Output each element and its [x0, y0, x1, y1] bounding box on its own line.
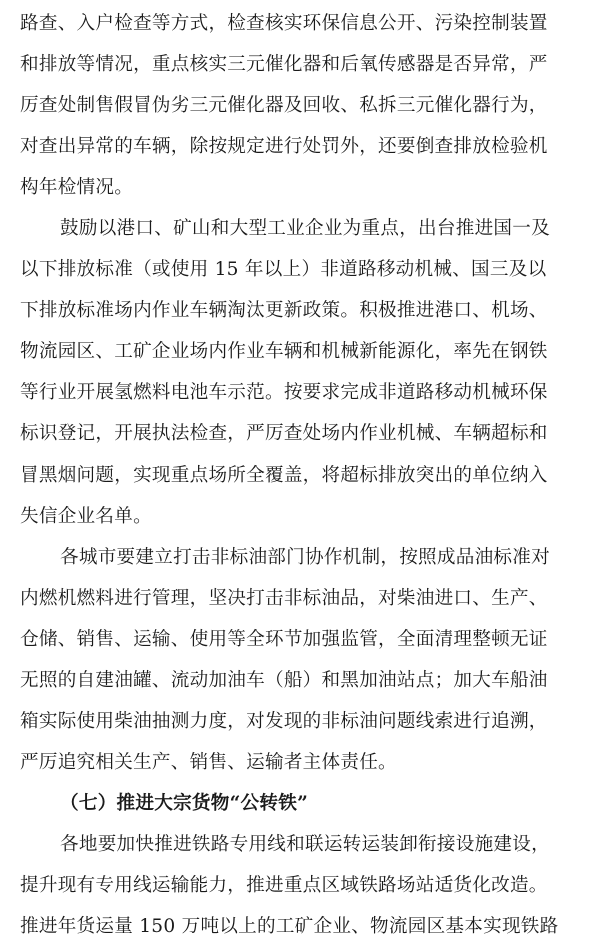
- paragraph-1-line-2: 和排放等情况，重点核实三元催化器和后氧传感器是否异常，严: [20, 54, 548, 75]
- paragraph-3-line-5: 箱实际使用柴油抽测力度，对发现的非标油问题线索进行追溯，: [20, 711, 548, 732]
- paragraph-2-line-3: 下排放标准场内作业车辆淘汰更新政策。积极推进港口、机场、: [20, 300, 548, 321]
- section-heading: （七）推进大宗货物“公转铁”: [60, 793, 309, 814]
- paragraph-2-line-2: 以下排放标准（或使用 15 年以上）非道路移动机械、国三及以: [20, 259, 547, 280]
- paragraph-2-line-5: 等行业开展氢燃料电池车示范。按要求完成非道路移动机械环保: [20, 382, 548, 403]
- paragraph-2-line-6: 标识登记，开展执法检查，严厉查处场内作业机械、车辆超标和: [20, 423, 548, 444]
- paragraph-3-line-4: 无照的自建油罐、流动加油车（船）和黑加油站点；加大车船油: [20, 670, 548, 691]
- paragraph-3-line-2: 内燃机燃料进行管理，坚决打击非标油品，对柴油进口、生产、: [20, 588, 548, 609]
- paragraph-3-line-1: 各城市要建立打击非标油部门协作机制，按照成品油标准对: [60, 547, 550, 568]
- paragraph-2-line-1: 鼓励以港口、矿山和大型工业企业为重点，出台推进国一及: [60, 218, 550, 239]
- paragraph-3-line-6: 严厉追究相关生产、销售、运输者主体责任。: [20, 752, 397, 773]
- paragraph-3-line-3: 仓储、销售、运输、使用等全环节加强监管，全面清理整顿无证: [20, 629, 548, 650]
- paragraph-2-line-4: 物流园区、工矿企业场内作业车辆和机械新能源化，率先在钢铁: [20, 341, 548, 362]
- paragraph-2-line-7: 冒黑烟问题，实现重点场所全覆盖，将超标排放突出的单位纳入: [20, 465, 548, 486]
- paragraph-4-line-1: 各地要加快推进铁路专用线和联运转运装卸衔接设施建设，: [60, 834, 550, 855]
- paragraph-1-line-5: 构年检情况。: [20, 177, 134, 198]
- paragraph-1-line-1: 路查、入户检查等方式，检查核实环保信息公开、污染控制装置: [20, 13, 548, 34]
- paragraph-4-line-2: 提升现有专用线运输能力，推进重点区域铁路场站适货化改造。: [20, 875, 548, 896]
- paragraph-4-line-3: 推进年货运量 150 万吨以上的工矿企业、物流园区基本实现铁路: [20, 916, 559, 937]
- paragraph-1-line-4: 对查出异常的车辆，除按规定进行处罚外，还要倒查排放检验机: [20, 136, 548, 157]
- paragraph-2-line-8: 失信企业名单。: [20, 506, 152, 527]
- paragraph-1-line-3: 厉查处制售假冒伪劣三元催化器及回收、私拆三元催化器行为，: [20, 95, 548, 116]
